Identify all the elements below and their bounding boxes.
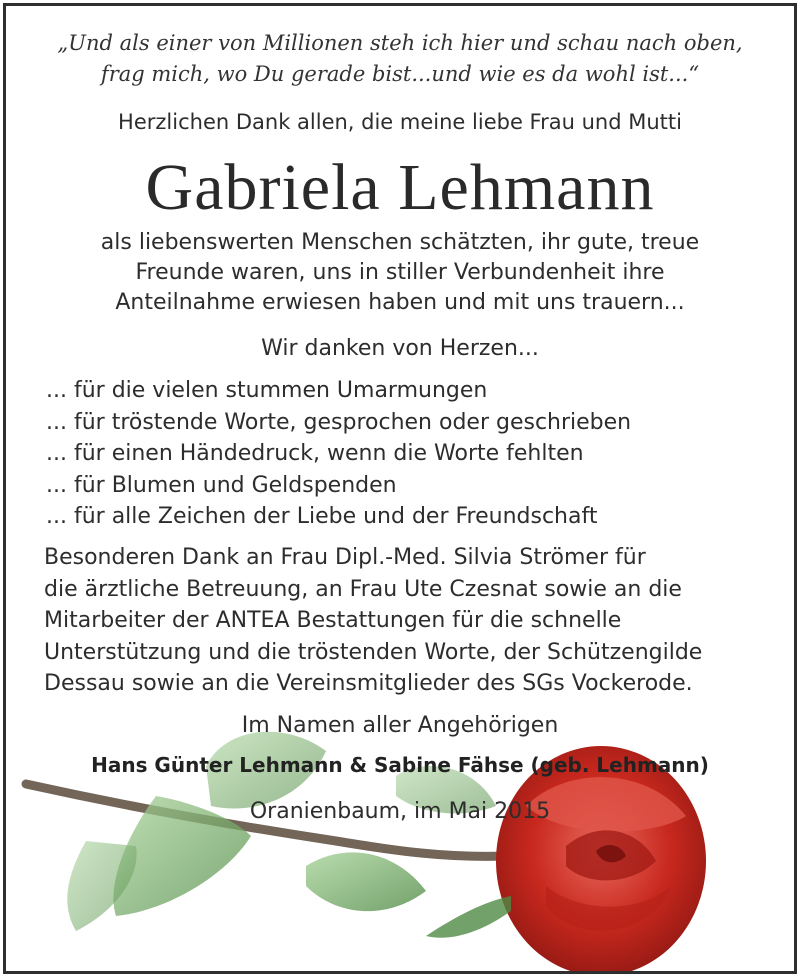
special-thanks-paragraph: [44, 542, 784, 700]
place-date: Oranienbaum, im Mai 2015: [249, 799, 551, 824]
special-thanks-line: die ärztliche Betreuung, an Frau Ute Czesnat sowie an die: [44, 576, 682, 602]
signers: Hans Günter Lehmann & Sabine Fähse (geb. Lehmann): [91, 753, 709, 777]
list-item: ... für einen Händedruck, wenn die Worte fehlten: [46, 441, 584, 466]
body-line: Freunde waren, uns in stiller Verbundenheit ihre: [135, 260, 665, 285]
poem-quote: [26, 28, 774, 90]
obituary-card: [3, 3, 797, 974]
special-thanks-line: Besonderen Dank an Frau Dipl.-Med. Silvia Strömer für: [44, 545, 646, 570]
deceased-name: Gabriela Lehmann: [145, 151, 655, 224]
body-line: als liebenswerten Menschen schätzten, ihr gute, treue: [100, 230, 700, 255]
on-behalf-line: Im Namen aller Angehörigen: [241, 713, 559, 738]
special-thanks-line: Dessau sowie an die Vereinsmitglieder des SGs Vockerode.: [44, 671, 693, 696]
thanks-heading: Wir danken von Herzen...: [261, 336, 539, 361]
list-item: ... für tröstende Worte, gesprochen oder geschrieben: [46, 409, 632, 435]
thanks-list: [46, 375, 766, 533]
body-line: Anteilnahme erwiesen haben und mit uns trauern...: [115, 290, 685, 315]
body-paragraph: [26, 228, 774, 318]
special-thanks-line: Unterstützung und die tröstenden Worte, der Schützengilde: [44, 639, 703, 665]
poem-quote-line: „Und als einer von Millionen steh ich hier und schau nach oben,: [57, 31, 743, 55]
special-thanks-line: Mitarbeiter der ANTEA Bestattungen für die schnelle: [44, 608, 622, 633]
list-item: ... für die vielen stummen Umarmungen: [46, 378, 488, 403]
list-item: ... für alle Zeichen der Liebe und der Freundschaft: [46, 504, 598, 529]
poem-quote-line: frag mich, wo Du gerade bist...und wie es da wohl ist...“: [100, 62, 700, 86]
intro-line: Herzlichen Dank allen, die meine liebe Frau und Mutti: [118, 110, 682, 134]
list-item: ... für Blumen und Geldspenden: [46, 472, 397, 498]
